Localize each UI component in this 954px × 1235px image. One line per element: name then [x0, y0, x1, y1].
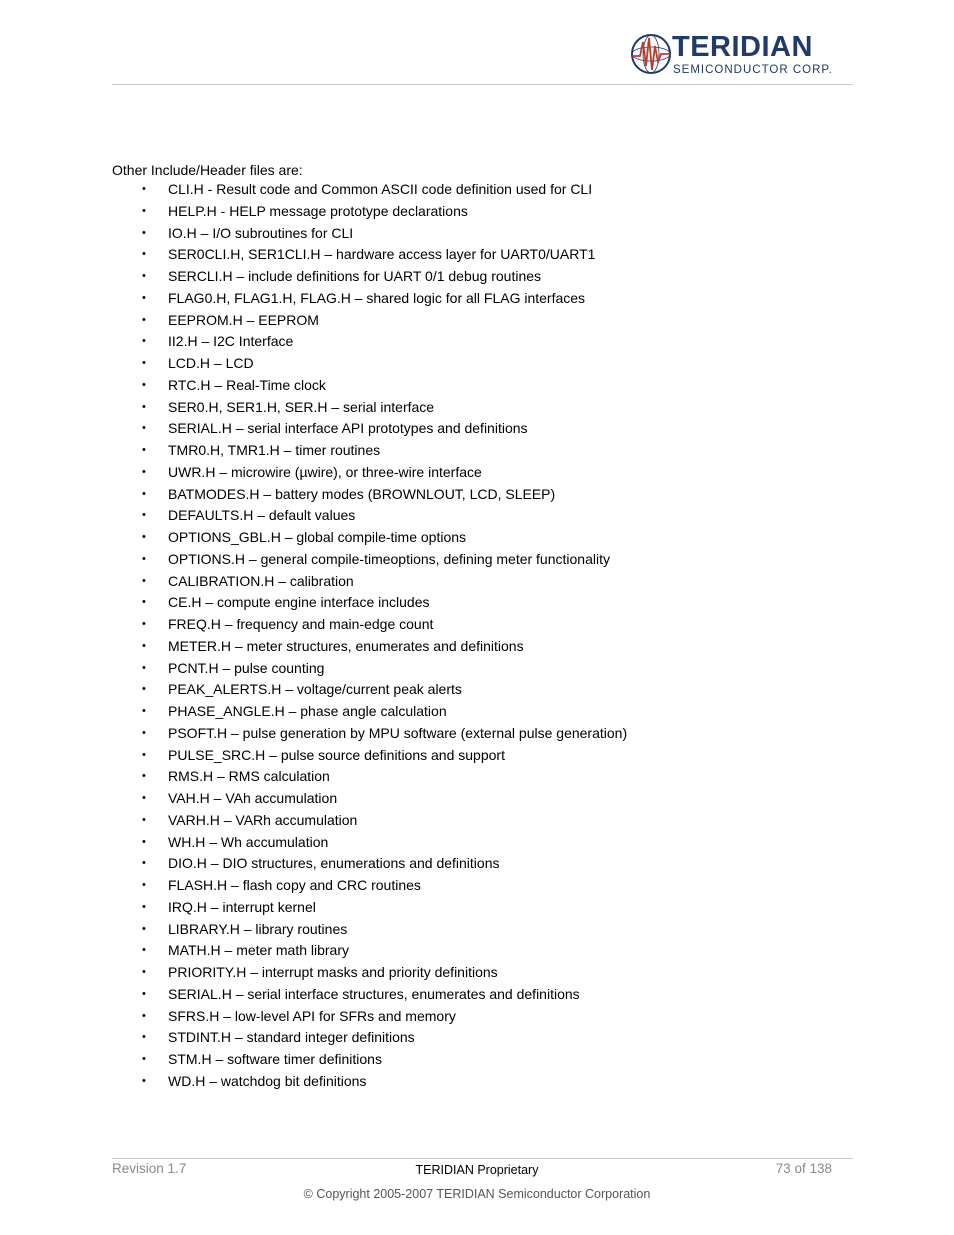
bullet-icon: •	[142, 574, 146, 587]
list-item-text: SERIAL.H – serial interface API prototypes and definitions	[168, 420, 528, 437]
list-item	[112, 636, 627, 658]
list-item	[112, 940, 627, 962]
bullet-icon: •	[142, 378, 146, 391]
bullet-icon: •	[142, 1053, 146, 1065]
list-item-text: IRQ.H – interrupt kernel	[168, 898, 316, 915]
list-item	[112, 1027, 627, 1049]
bullet-icon: •	[142, 705, 146, 717]
list-item	[112, 919, 627, 941]
list-item-text: SFRS.H – low-level API for SFRs and memory	[168, 1007, 456, 1024]
list-item-text: PCNT.H – pulse counting	[168, 659, 325, 676]
bullet-icon: •	[142, 987, 146, 1000]
list-item	[112, 484, 627, 506]
list-item-text: PHASE_ANGLE.H – phase angle calculation	[168, 703, 447, 719]
list-item	[112, 331, 627, 353]
list-item	[112, 701, 627, 723]
list-item-text: DIO.H – DIO structures, enumerations and definitions	[168, 855, 500, 872]
bullet-icon: •	[142, 291, 146, 304]
list-item-text: II2.H – I2C Interface	[168, 333, 294, 350]
list-item-text: DEFAULTS.H – default values	[168, 507, 356, 524]
list-item	[112, 745, 627, 767]
list-item-text: SERIAL.H – serial interface structures, enumerates and definitions	[168, 985, 580, 1002]
list-item	[112, 897, 627, 919]
bullet-icon: •	[142, 596, 146, 609]
teridian-logo	[630, 31, 833, 78]
list-item	[112, 505, 627, 527]
list-item-text: EEPROM.H – EEPROM	[168, 311, 319, 328]
bullet-icon: •	[142, 465, 146, 478]
list-item	[112, 1071, 627, 1093]
header-file-list	[112, 179, 627, 1093]
footer-page-number: 73 of 138	[775, 1161, 832, 1176]
bullet-icon: •	[142, 857, 146, 870]
bullet-icon: •	[142, 813, 146, 826]
list-item	[112, 353, 627, 375]
list-item-text: HELP.H - HELP message prototype declarations	[168, 202, 468, 219]
bullet-icon: •	[142, 792, 146, 804]
bullet-icon: •	[142, 444, 146, 456]
list-item	[112, 658, 627, 680]
bullet-icon: •	[142, 661, 146, 674]
list-item-text: RTC.H – Real-Time clock	[168, 376, 326, 393]
list-item	[112, 179, 627, 201]
list-item-text: STDINT.H – standard integer definitions	[168, 1029, 415, 1046]
bullet-icon: •	[142, 183, 146, 195]
footer-divider	[112, 1158, 853, 1159]
list-item-text: LIBRARY.H – library routines	[168, 920, 348, 937]
list-item-text: STM.H – software timer definitions	[168, 1051, 382, 1067]
list-item-text: VARH.H – VARh accumulation	[168, 811, 358, 828]
footer-copyright: © Copyright 2005-2007 TERIDIAN Semiconductor Corporation	[303, 1187, 651, 1201]
list-item-text: BATMODES.H – battery modes (BROWNLOUT, LCD, SLEEP)	[168, 485, 556, 502]
list-item	[112, 984, 627, 1006]
list-item-text: CLI.H - Result code and Common ASCII code definition used for CLI	[168, 181, 593, 197]
bullet-icon: •	[142, 1031, 146, 1044]
bullet-icon: •	[142, 1074, 146, 1087]
list-item	[112, 875, 627, 897]
list-item	[112, 462, 627, 484]
list-item	[112, 788, 627, 810]
list-item	[112, 223, 627, 245]
list-item-text: FLASH.H – flash copy and CRC routines	[168, 877, 421, 893]
bullet-icon: •	[142, 1009, 146, 1022]
bullet-icon: •	[142, 270, 146, 282]
list-item	[112, 440, 627, 462]
list-item	[112, 853, 627, 875]
logo-globe-icon	[630, 32, 672, 78]
list-item-text: OPTIONS.H – general compile-timeoptions, defining meter functionality	[168, 550, 610, 567]
list-item-text: PEAK_ALERTS.H – voltage/current peak alerts	[168, 681, 462, 698]
intro-text: Other Include/Header files are:	[112, 162, 303, 178]
list-item-text: OPTIONS_GBL.H – global compile-time options	[168, 529, 467, 545]
logo-wordmark: TERIDIAN	[672, 31, 813, 63]
list-item	[112, 397, 627, 419]
list-item	[112, 549, 627, 571]
list-item	[112, 527, 627, 549]
bullet-icon: •	[142, 226, 146, 239]
bullet-icon: •	[142, 313, 146, 326]
list-item	[112, 614, 627, 636]
list-item-text: TMR0.H, TMR1.H – timer routines	[168, 442, 381, 458]
bullet-icon: •	[142, 683, 146, 696]
list-item	[112, 1006, 627, 1028]
bullet-icon: •	[142, 879, 146, 891]
list-item	[112, 375, 627, 397]
list-item-text: CALIBRATION.H – calibration	[168, 572, 354, 589]
list-item-text: IO.H – I/O subroutines for CLI	[168, 224, 354, 241]
header-divider	[112, 84, 853, 85]
list-item-text: UWR.H – microwire (µwire), or three-wire interface	[168, 463, 482, 480]
list-item	[112, 766, 627, 788]
bullet-icon: •	[142, 335, 146, 348]
bullet-icon: •	[142, 922, 146, 935]
list-item	[112, 962, 627, 984]
list-item-text: VAH.H – VAh accumulation	[168, 790, 338, 806]
list-item-text: PSOFT.H – pulse generation by MPU software (external pulse generation)	[168, 724, 628, 741]
list-item-text: SER0CLI.H, SER1CLI.H – hardware access layer for UART0/UART1	[168, 246, 596, 263]
list-item	[112, 418, 627, 440]
footer-revision: Revision 1.7	[112, 1161, 187, 1176]
list-item-text: LCD.H – LCD	[168, 355, 254, 371]
bullet-icon: •	[142, 726, 146, 739]
bullet-icon: •	[142, 748, 146, 761]
bullet-icon: •	[142, 966, 146, 978]
bullet-icon: •	[142, 531, 146, 543]
list-item	[112, 266, 627, 288]
bullet-icon: •	[142, 487, 146, 500]
list-item	[112, 288, 627, 310]
list-item	[112, 201, 627, 223]
bullet-icon: •	[142, 357, 146, 369]
bullet-icon: •	[142, 509, 146, 522]
list-item	[112, 571, 627, 593]
list-item	[112, 810, 627, 832]
list-item	[112, 832, 627, 854]
bullet-icon: •	[142, 422, 146, 435]
list-item-text: SER0.H, SER1.H, SER.H – serial interface	[168, 398, 435, 415]
bullet-icon: •	[142, 552, 146, 565]
list-item	[112, 723, 627, 745]
list-item	[112, 310, 627, 332]
list-item	[112, 1049, 627, 1071]
bullet-icon: •	[142, 944, 146, 957]
list-item	[112, 592, 627, 614]
bullet-icon: •	[142, 618, 146, 630]
list-item-text: FLAG0.H, FLAG1.H, FLAG.H – shared logic for all FLAG interfaces	[168, 289, 586, 306]
list-item-text: MATH.H – meter math library	[168, 942, 349, 959]
list-item-text: WD.H – watchdog bit definitions	[168, 1072, 367, 1089]
logo-subtitle: SEMICONDUCTOR CORP.	[673, 64, 833, 76]
bullet-icon: •	[142, 835, 146, 848]
list-item	[112, 679, 627, 701]
bullet-icon: •	[142, 400, 146, 413]
list-item-text: PRIORITY.H – interrupt masks and priority definitions	[168, 964, 498, 980]
footer-proprietary: TERIDIAN Proprietary	[415, 1163, 539, 1177]
list-item-text: CE.H – compute engine interface includes	[168, 594, 430, 611]
bullet-icon: •	[142, 900, 146, 913]
list-item-text: SERCLI.H – include definitions for UART 0/1 debug routines	[168, 268, 542, 284]
bullet-icon: •	[142, 770, 146, 783]
bullet-icon: •	[142, 248, 146, 261]
list-item-text: RMS.H – RMS calculation	[168, 768, 330, 785]
list-item-text: PULSE_SRC.H – pulse source definitions and support	[168, 746, 505, 763]
list-item	[112, 244, 627, 266]
list-item-text: METER.H – meter structures, enumerates and definitions	[168, 637, 524, 654]
bullet-icon: •	[142, 204, 146, 217]
list-item-text: WH.H – Wh accumulation	[168, 833, 329, 850]
list-item-text: FREQ.H – frequency and main-edge count	[168, 616, 434, 632]
bullet-icon: •	[142, 639, 146, 652]
